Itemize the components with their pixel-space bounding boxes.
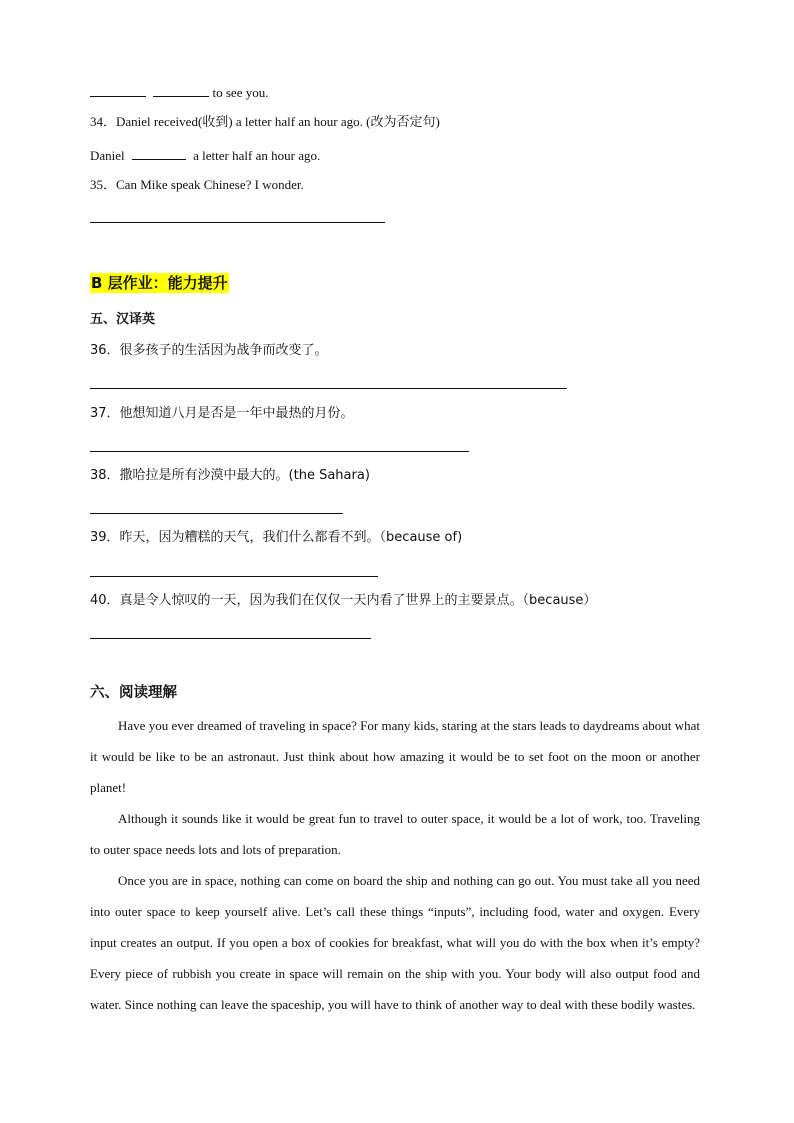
answer-line[interactable] bbox=[90, 388, 567, 389]
question-text: 撒哈拉是所有沙漠中最大的。(the Sahara) bbox=[119, 468, 370, 483]
question-number: 40． bbox=[90, 593, 120, 608]
question-number: 39． bbox=[90, 530, 120, 545]
answer-prefix: Daniel bbox=[90, 148, 125, 163]
question-text: Daniel received(收到) a letter half an hour ago. (改为否定句) bbox=[116, 114, 440, 129]
question-number: 38． bbox=[90, 468, 120, 483]
question-number: 35． bbox=[90, 177, 117, 192]
question-40 bbox=[90, 592, 596, 610]
question-36 bbox=[90, 342, 328, 360]
section-5-heading: 五、汉译英 bbox=[90, 312, 156, 327]
question-text: Can Mike speak Chinese? I wonder. bbox=[116, 177, 304, 192]
q33-answer-line bbox=[90, 82, 268, 102]
answer-blank[interactable] bbox=[153, 82, 209, 97]
reading-paragraph: Although it sounds like it would be great fun to travel to outer space, it would be a lot of work, too. Traveling to outer space needs lots and lots of preparation. bbox=[90, 811, 700, 857]
answer-line[interactable] bbox=[90, 513, 343, 514]
answer-line[interactable] bbox=[90, 576, 378, 577]
reading-paragraph: Have you ever dreamed of traveling in space? For many kids, staring at the stars leads to daydreams about what it would be like to be an astronaut. Just think about how amazing it would be to set foot on the moon or another planet! bbox=[90, 718, 700, 795]
question-35 bbox=[90, 176, 304, 194]
question-text: 他想知道八月是否是一年中最热的月份。 bbox=[119, 406, 354, 421]
answer-blank[interactable] bbox=[132, 145, 186, 160]
question-text: 昨天，因为糟糕的天气，我们什么都看不到。（because of) bbox=[119, 530, 463, 545]
answer-line[interactable] bbox=[90, 222, 385, 223]
answer-line[interactable] bbox=[90, 451, 469, 452]
q33-tail-text: to see you. bbox=[212, 85, 269, 100]
answer-blank[interactable] bbox=[90, 82, 146, 97]
question-number: 37． bbox=[90, 406, 120, 421]
reading-paragraph: Once you are in space, nothing can come on board the ship and nothing can go out. You must take all you need into outer space to keep yourself alive. Let’s call these things “inputs”, including food, water and oxygen. Every input creates an output. If you open a box of cookies for breakfast, what will you do with the box when it’s empty? Every piece of rubbish you create in space will remain on the ship with you. Your body will also output food and water. Since nothing can leave the spaceship, you will have to think of another way to deal with these bodily wastes. bbox=[90, 873, 700, 1012]
question-text: 真是令人惊叹的一天，因为我们在仅仅一天内看了世界上的主要景点。（because） bbox=[119, 593, 597, 608]
question-37 bbox=[90, 405, 354, 423]
question-text: 很多孩子的生活因为战争而改变了。 bbox=[119, 343, 328, 358]
question-34 bbox=[90, 113, 440, 131]
answer-line[interactable] bbox=[90, 638, 371, 639]
section-6-heading: 六、阅读理解 bbox=[90, 685, 177, 701]
question-38 bbox=[90, 467, 370, 485]
section-b-heading: B 层作业：能力提升 bbox=[91, 274, 228, 292]
question-number: 34． bbox=[90, 114, 117, 129]
q34-answer-line bbox=[90, 145, 320, 165]
question-number: 36． bbox=[90, 343, 120, 358]
question-39 bbox=[90, 529, 462, 547]
answer-suffix: a letter half an hour ago. bbox=[193, 148, 321, 163]
reading-passage bbox=[90, 710, 700, 1020]
